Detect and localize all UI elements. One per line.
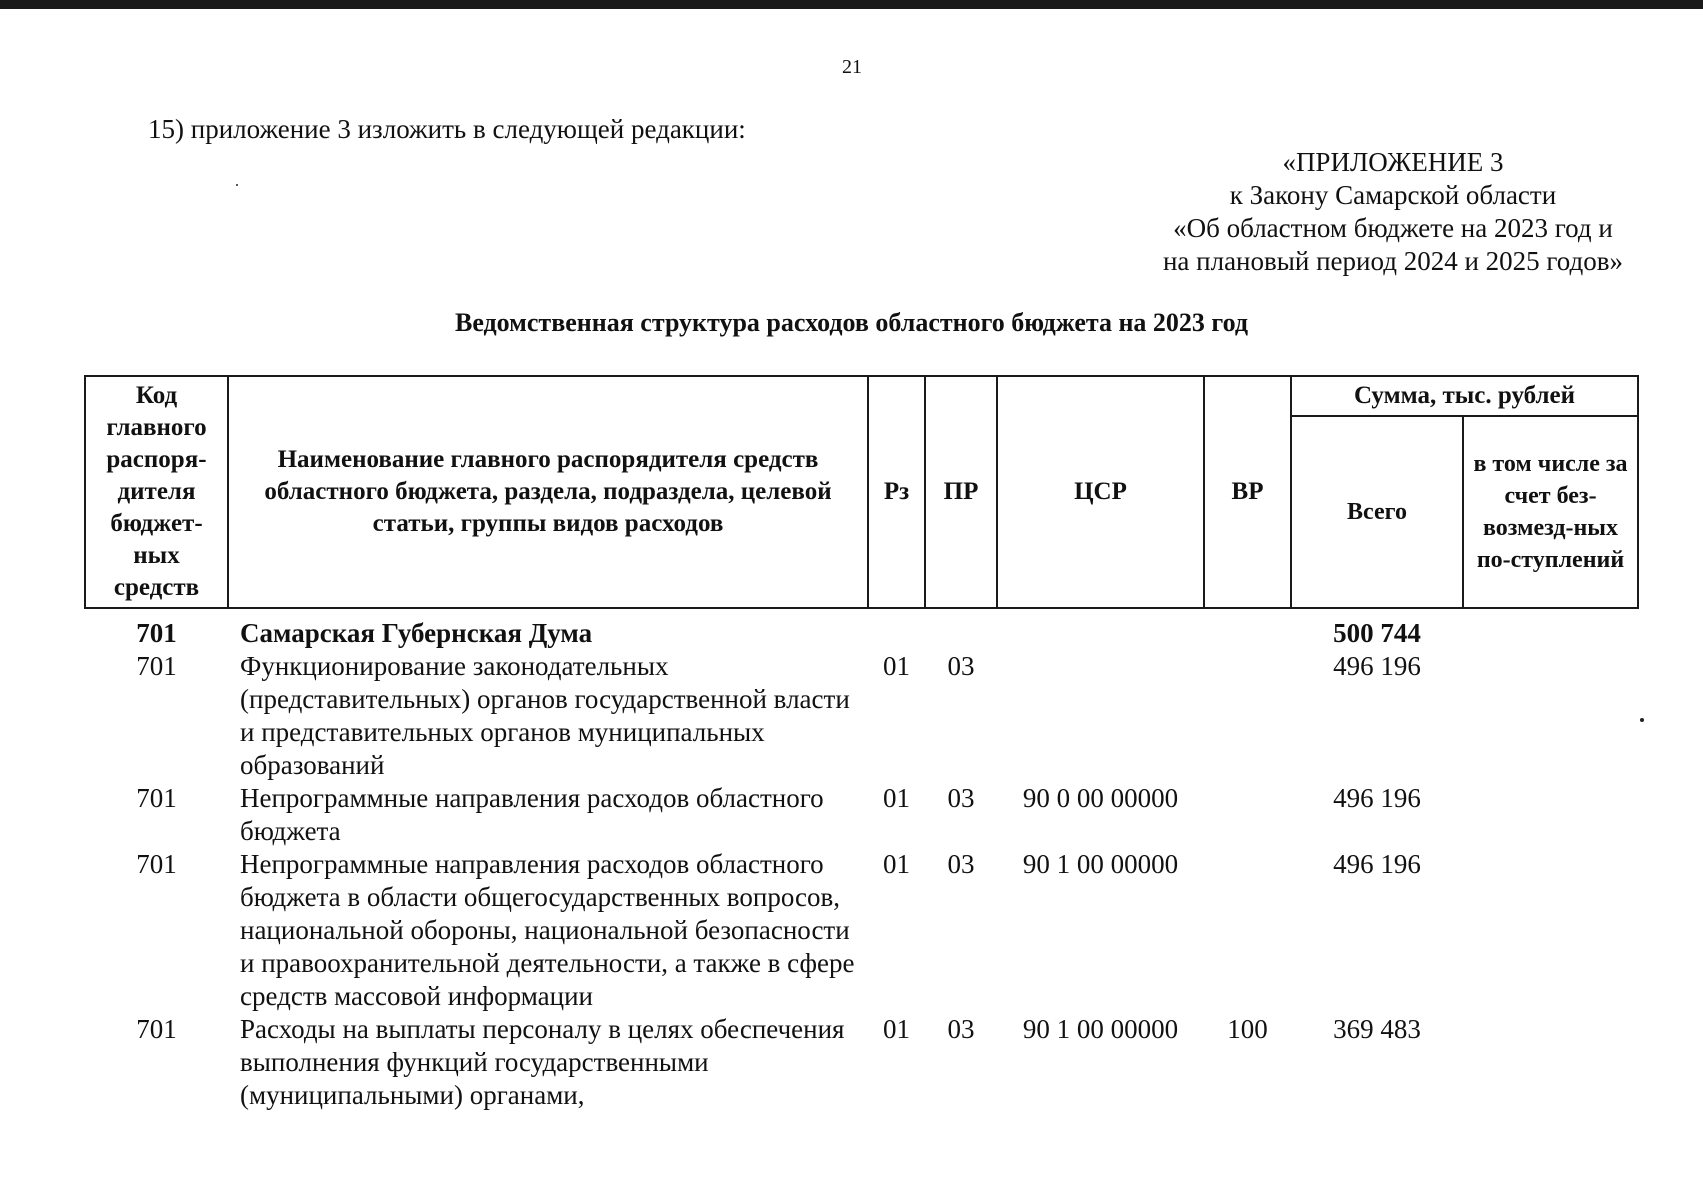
cell-code: 701 xyxy=(136,618,177,648)
header-csr: ЦСР xyxy=(997,376,1204,608)
cell-name: Расходы на выплаты персоналу в целях обеспечения выполнения функций государственными (муниципальными) органами, xyxy=(240,1014,845,1110)
cell-csr: 90 0 00 00000 xyxy=(1022,783,1179,813)
cell-gratuitous xyxy=(1463,782,1638,848)
scan-speck xyxy=(236,184,238,186)
appendix-header-line: к Закону Самарской области xyxy=(1229,180,1557,210)
cell-rz: 01 xyxy=(883,849,910,879)
cell-csr: 90 1 00 00000 xyxy=(1022,849,1179,879)
cell-code: 701 xyxy=(136,651,177,681)
header-name: Наименование главного распорядителя средств областного бюджета, раздела, подраздела, целевой статьи, группы видов расходов xyxy=(228,376,868,608)
cell-name: Самарская Губернская Дума xyxy=(240,618,593,648)
cell-code: 701 xyxy=(136,783,177,813)
cell-rz xyxy=(868,608,925,650)
header-rz: Рз xyxy=(868,376,925,608)
cell-csr: 90 1 00 00000 xyxy=(1022,1014,1179,1044)
appendix-header-line: на плановый период 2024 и 2025 годов» xyxy=(1162,246,1623,276)
header-pr: ПР xyxy=(925,376,997,608)
table-row xyxy=(85,650,1638,782)
appendix-header xyxy=(1163,146,1623,278)
cell-gratuitous xyxy=(1463,848,1638,1013)
appendix-header-line: «Об областном бюджете на 2023 год и xyxy=(1173,213,1613,243)
table-row xyxy=(85,782,1638,848)
cell-vr: 100 xyxy=(1227,1014,1268,1044)
appendix-header-line: «ПРИЛОЖЕНИЕ 3 xyxy=(1282,147,1504,177)
header-total: Всего xyxy=(1291,416,1463,608)
cell-vr xyxy=(1204,650,1291,782)
cell-rz: 01 xyxy=(883,651,910,681)
cell-pr: 03 xyxy=(947,1014,975,1044)
cell-name: Непрограммные направления расходов областного бюджета в области общегосударственных вопросов, национальной обороны, национальной безопасности и правоохранительной деятельности, а также в сфере средств массовой информации xyxy=(240,849,855,1011)
cell-pr xyxy=(925,608,997,650)
budget-table xyxy=(84,375,1639,1112)
cell-csr xyxy=(997,650,1204,782)
cell-pr: 03 xyxy=(947,651,975,681)
scan-speck xyxy=(1640,718,1644,722)
header-gratuitous: в том числе за счет без-возмезд-ных по-ступлений xyxy=(1463,416,1638,608)
top-border xyxy=(0,0,1703,9)
header-sum-group: Сумма, тыс. рублей xyxy=(1291,376,1638,416)
header-vr: ВР xyxy=(1204,376,1291,608)
table-row xyxy=(85,1013,1638,1112)
cell-gratuitous xyxy=(1463,608,1638,650)
table-row xyxy=(85,608,1638,650)
cell-csr xyxy=(997,608,1204,650)
cell-gratuitous xyxy=(1463,650,1638,782)
cell-vr xyxy=(1204,608,1291,650)
cell-total: 500 744 xyxy=(1333,618,1421,648)
cell-name: Функционирование законодательных (представительных) органов государственной власти и представительных органов муниципальных образований xyxy=(240,651,850,780)
cell-total: 496 196 xyxy=(1333,783,1421,813)
cell-code: 701 xyxy=(136,849,177,879)
table-body xyxy=(85,608,1638,1112)
cell-pr: 03 xyxy=(947,849,975,879)
cell-vr xyxy=(1204,782,1291,848)
cell-total: 496 196 xyxy=(1333,651,1421,681)
cell-total: 369 483 xyxy=(1333,1014,1421,1044)
cell-rz: 01 xyxy=(883,783,910,813)
header-code: Код главного распоря-дителя бюджет-ных средств xyxy=(85,376,228,608)
cell-total: 496 196 xyxy=(1333,849,1421,879)
cell-name: Непрограммные направления расходов областного бюджета xyxy=(240,783,824,846)
cell-gratuitous xyxy=(1463,1013,1638,1112)
cell-pr: 03 xyxy=(947,783,975,813)
cell-rz: 01 xyxy=(883,1014,910,1044)
cell-code: 701 xyxy=(136,1014,177,1044)
cell-vr xyxy=(1204,848,1291,1013)
table-header xyxy=(85,376,1638,608)
page-number: 21 xyxy=(842,56,862,78)
intro-text: 15) приложение 3 изложить в следующей редакции: xyxy=(148,114,746,144)
document-title: Ведомственная структура расходов областного бюджета на 2023 год xyxy=(454,308,1248,337)
table-row xyxy=(85,848,1638,1013)
